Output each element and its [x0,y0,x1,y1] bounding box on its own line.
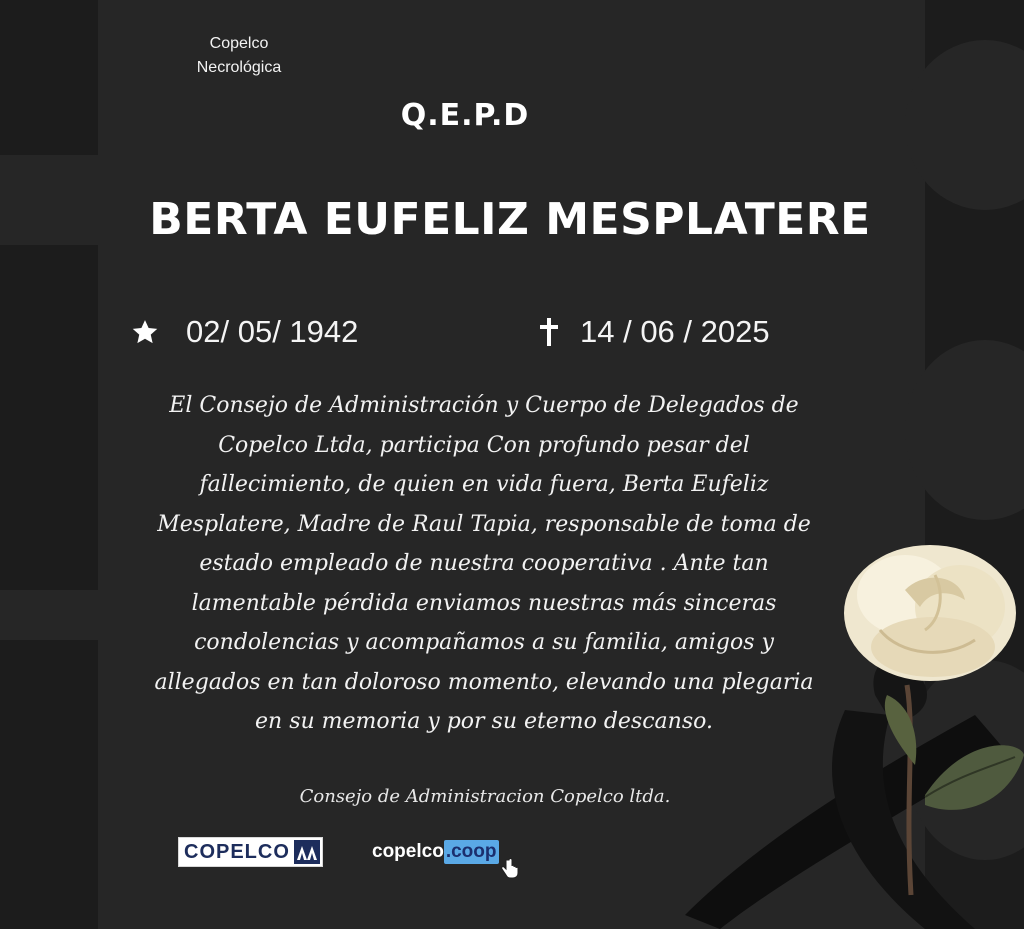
death-date-value: 14 / 06 / 2025 [580,314,770,349]
copelco-mark-icon [294,840,320,864]
brand-label [180,32,298,80]
star-icon [130,317,160,347]
signature: Consejo de Administracion Copelco ltda. [299,786,671,807]
condolence-message: El Consejo de Administración y Cuerpo de Delegados de Copelco Ltda, participa Con profundo pesar del fallecimiento, de quien en vida fuera, Berta Eufeliz Mesplatere, Madre de Raul Tapia, responsable de toma de estado empleado de nuestra cooperativa . Ante tan lamentable pérdida enviamos nuestras más sinceras condolencias y acompañamos a su familia, amigos y allegados en tan doloroso momento, elevando una plegaria en su memoria y por su eterno descanso. [154,393,814,734]
brand-section: Necrológica [196,59,282,76]
background-shape [905,340,1024,520]
coop-logo-main: copelco [372,841,444,862]
birth-date [130,310,358,354]
copelco-logo-text: COPELCO [184,840,290,863]
cross-icon [534,317,564,347]
brand-name: Copelco [209,35,269,52]
hand-cursor-icon [500,858,520,880]
heading-qepd: Q.E.P.D [400,98,530,133]
copelco-coop-logo[interactable] [372,838,499,872]
birth-date-value: 02/ 05/ 1942 [186,314,359,349]
deceased-name: BERTA EUFELIZ MESPLATERE [149,194,871,245]
white-rose-ribbon-image [675,535,1024,929]
copelco-logo [178,837,323,867]
background-shape [0,640,98,929]
background-shape [0,245,98,590]
coop-logo-suffix: .coop [444,840,500,864]
death-date [534,310,770,354]
